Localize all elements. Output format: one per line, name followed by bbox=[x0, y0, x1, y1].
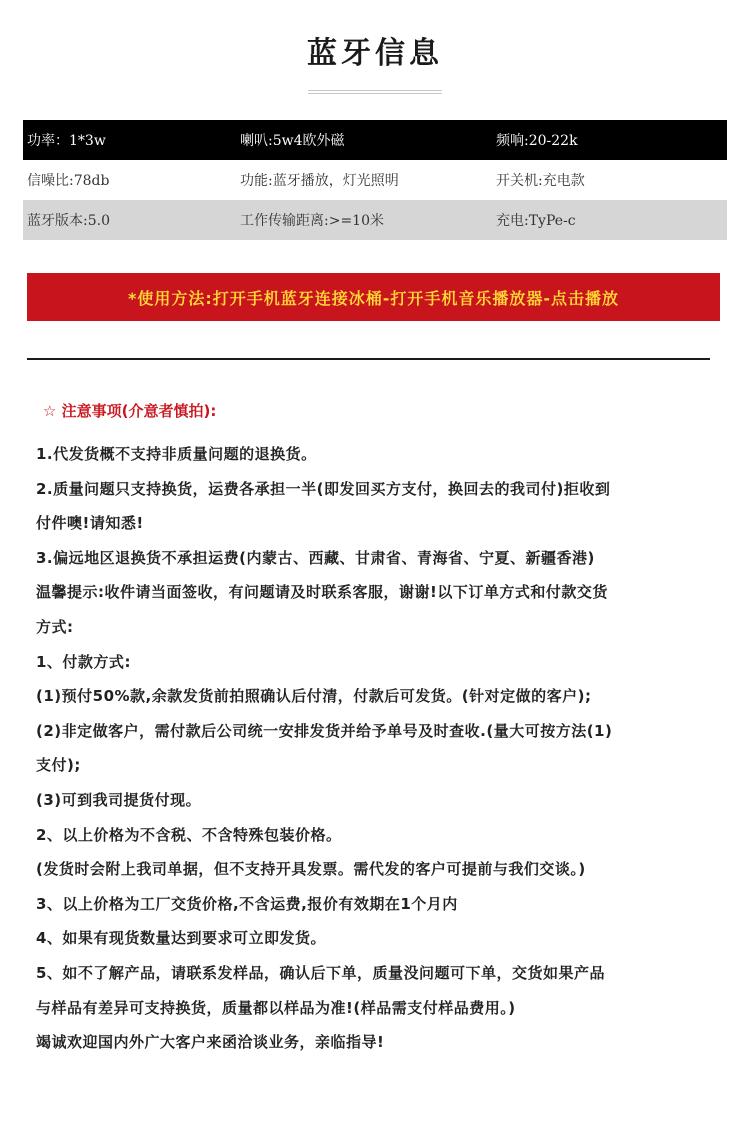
notice-line: 支付); bbox=[36, 756, 81, 775]
spec-power-switch: 开关机:充电款 bbox=[492, 160, 727, 200]
notice-line: (3)可到我司提货付现。 bbox=[36, 790, 202, 809]
spec-function: 功能:蓝牙播放，灯光照明 bbox=[236, 160, 492, 200]
notice-line: (2)非定做客户，需付款后公司统一安排发货并给予单号及时查收.(量大可按方法(1) bbox=[36, 721, 613, 740]
spec-power: 功率：1*3w bbox=[23, 120, 236, 160]
spec-row bbox=[23, 120, 727, 160]
title-underline bbox=[308, 90, 442, 91]
section-divider bbox=[27, 358, 710, 360]
notice-list bbox=[36, 437, 726, 1060]
spec-bluetooth-version: 蓝牙版本:5.0 bbox=[23, 200, 236, 240]
page-title: 蓝牙信息 bbox=[307, 36, 443, 71]
spec-row bbox=[23, 200, 727, 240]
spec-range: 工作传输距离:>=10米 bbox=[236, 200, 492, 240]
notice-line: 竭诚欢迎国内外广大客户来函洽谈业务，亲临指导! bbox=[36, 1033, 385, 1052]
spec-row bbox=[23, 160, 727, 200]
notice-line: 2.质量问题只支持换货，运费各承担一半(即发回买方支付，换回去的我司付)拒收到 bbox=[36, 479, 611, 498]
notice-line: 3、以上价格为工厂交货价格,不含运费,报价有效期在1个月内 bbox=[36, 894, 458, 913]
notice-line: 5、如不了解产品，请联系发样品，确认后下单，质量没问题可下单，交货如果产品 bbox=[36, 963, 605, 982]
notice-line: (1)预付50%款,余款发货前拍照确认后付清，付款后可发货。(针对定做的客户); bbox=[36, 687, 592, 706]
title-underline-second bbox=[308, 93, 442, 94]
spec-charging: 充电:TyPe-c bbox=[492, 200, 727, 240]
notice-line: 与样品有差异可支持换货，质量都以样品为准!(样品需支付样品费用。) bbox=[36, 998, 516, 1017]
notice-heading: ☆ 注意事项(介意者慎拍): bbox=[43, 402, 217, 420]
notice-line: 2、以上价格为不含税、不含特殊包装价格。 bbox=[36, 825, 342, 844]
spec-snr: 信噪比:78db bbox=[23, 160, 236, 200]
notice-line: 1、付款方式: bbox=[36, 652, 131, 671]
notice-line: 方式: bbox=[36, 617, 74, 636]
spec-table bbox=[23, 120, 727, 240]
notice-line: 3.偏远地区退换货不承担运费(内蒙古、西藏、甘肃省、青海省、宁夏、新疆香港) bbox=[36, 548, 595, 567]
notice-line: 温馨提示:收件请当面签收，有问题请及时联系客服，谢谢!以下订单方式和付款交货 bbox=[36, 583, 608, 602]
spec-frequency: 频响:20-22k bbox=[492, 120, 727, 160]
notice-line: 4、如果有现货数量达到要求可立即发货。 bbox=[36, 929, 326, 948]
usage-banner-text: *使用方法:打开手机蓝牙连接冰桶-打开手机音乐播放器-点击播放 bbox=[127, 288, 620, 308]
notice-line: 付件噢!请知悉! bbox=[36, 514, 144, 533]
usage-banner bbox=[27, 273, 720, 321]
spec-speaker: 喇叭:5w4欧外磁 bbox=[236, 120, 492, 160]
notice-line: 1.代发货概不支持非质量问题的退换货。 bbox=[36, 445, 317, 463]
notice-line: (发货时会附上我司单据，但不支持开具发票。需代发的客户可提前与我们交谈。) bbox=[36, 860, 586, 879]
